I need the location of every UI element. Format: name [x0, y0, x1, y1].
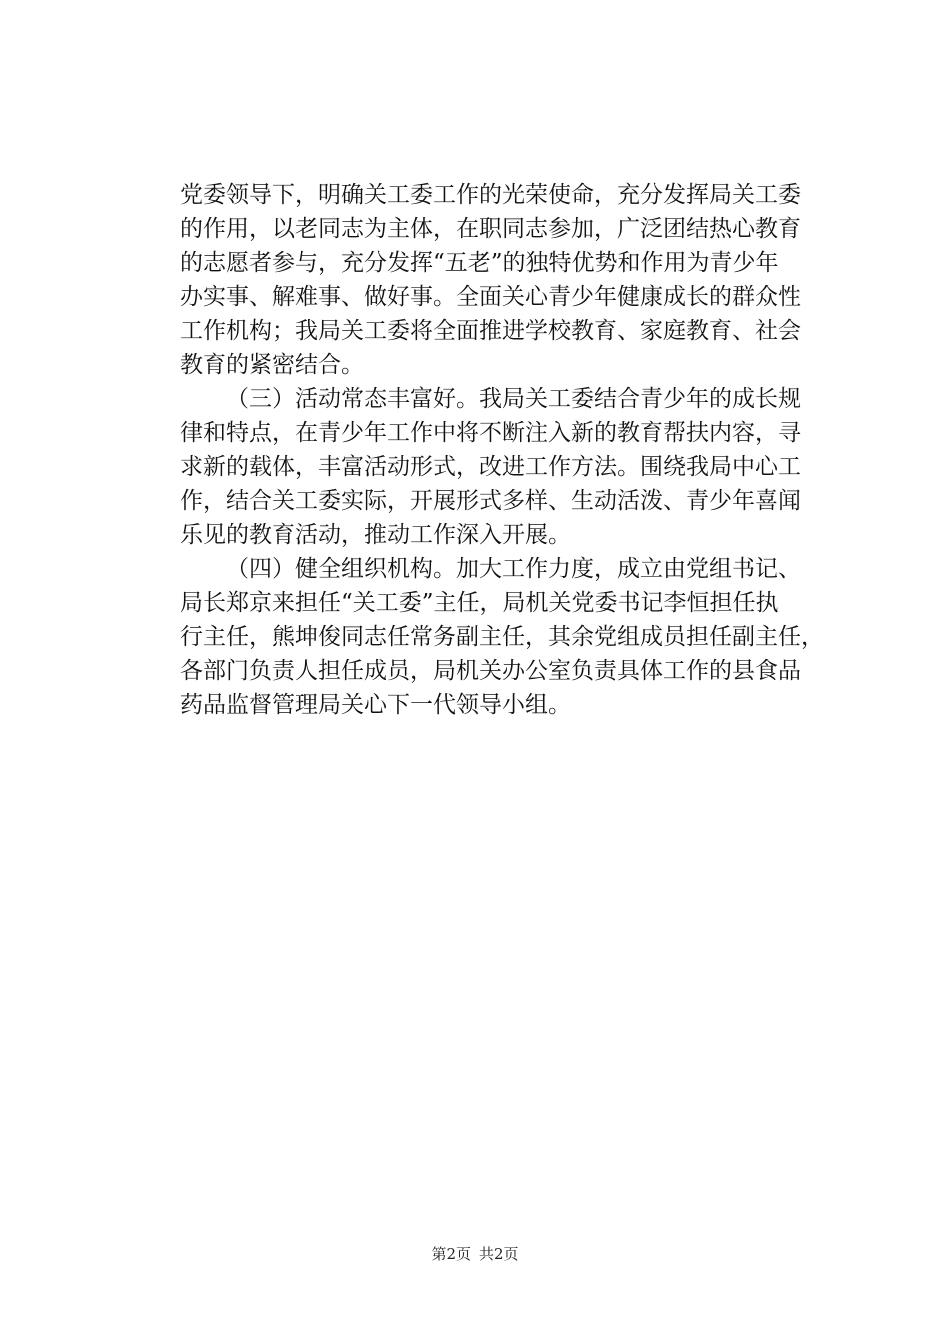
- body-line: 局长郑京来担任“关工委”主任，局机关党委书记李恒担任执: [180, 590, 779, 616]
- page-number: 第2页: [431, 1245, 471, 1263]
- body-line: 求新的载体，丰富活动形式，改进工作方法。围绕我局中心工: [180, 454, 801, 480]
- page-total: 共2页: [479, 1245, 519, 1263]
- body-line: 工作机构；我局关工委将全面推进学校教育、家庭教育、社会: [180, 318, 801, 344]
- body-line: 律和特点，在青少年工作中将不断注入新的教育帮扶内容，寻: [180, 420, 801, 446]
- paragraph-start-line: （三）活动常态丰富好。我局关工委结合青少年的成长规: [226, 386, 801, 412]
- body-line: 党委领导下，明确关工委工作的光荣使命，充分发挥局关工委: [180, 182, 801, 208]
- body-line: 办实事、解难事、做好事。全面关心青少年健康成长的群众性: [180, 284, 801, 310]
- body-line: 乐见的教育活动，推动工作深入开展。: [180, 522, 571, 548]
- paragraph-start-line: （四）健全组织机构。加大工作力度，成立由党组书记、: [226, 556, 801, 582]
- document-body: [180, 178, 830, 722]
- body-line: 各部门负责人担任成员，局机关办公室负责具体工作的县食品: [180, 658, 801, 684]
- body-line: 行主任，熊坤俊同志任常务副主任，其余党组成员担任副主任，: [180, 624, 824, 650]
- body-line: 药品监督管理局关心下一代领导小组。: [180, 692, 571, 718]
- body-line: 教育的紧密结合。: [180, 352, 364, 378]
- body-line: 的志愿者参与，充分发挥“五老”的独特优势和作用为青少年: [180, 250, 779, 276]
- body-line: 的作用，以老同志为主体，在职同志参加，广泛团结热心教育: [180, 216, 801, 242]
- page-footer: [0, 1244, 950, 1264]
- body-line: 作，结合关工委实际，开展形式多样、生动活泼、青少年喜闻: [180, 488, 801, 514]
